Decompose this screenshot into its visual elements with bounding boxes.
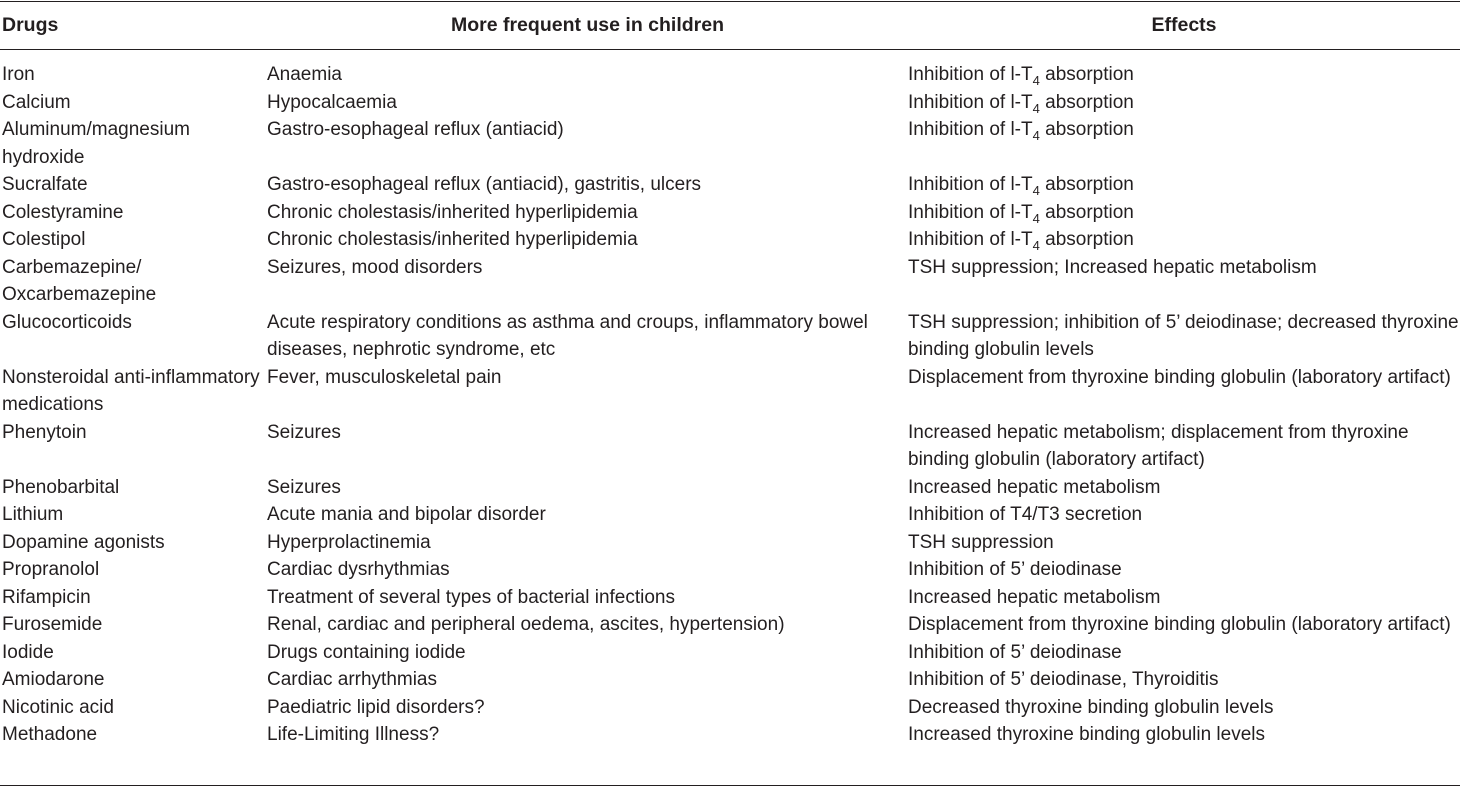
cell-drug: Amiodarone bbox=[2, 669, 105, 690]
table-row bbox=[0, 501, 1460, 529]
cell-effect: Increased hepatic metabolism bbox=[908, 586, 1161, 608]
cell-use: Life-Limiting Illness? bbox=[267, 724, 440, 745]
cell-drug: Carbemazepine/ Oxcarbemazepine bbox=[2, 256, 157, 305]
cell-effect: Inhibition of $l-T_4$ absorption bbox=[908, 119, 1134, 143]
table-bottom-rule bbox=[0, 785, 1460, 786]
table-row bbox=[0, 48, 1460, 89]
cell-effect: Inhibition of $l-T_4$ absorption bbox=[908, 64, 1134, 88]
table-row bbox=[0, 419, 1460, 474]
cell-use: Seizures bbox=[267, 476, 341, 498]
table-row bbox=[0, 364, 1460, 419]
table-row bbox=[0, 309, 1460, 364]
cell-drug: Iron bbox=[2, 64, 35, 85]
cell-effect: Decreased thyroxine binding globulin levels bbox=[908, 696, 1274, 718]
table-body bbox=[0, 48, 1460, 749]
table-row bbox=[0, 694, 1460, 722]
table-row bbox=[0, 639, 1460, 667]
cell-use: Renal, cardiac and peripheral oedema, ascites, hypertension) bbox=[267, 614, 785, 635]
cell-use: Gastro-esophageal reflux (antiacid), gastritis, ulcers bbox=[267, 174, 702, 195]
cell-drug: Phenytoin bbox=[2, 421, 87, 443]
cell-effect: Inhibition of 5’ deiodinase bbox=[908, 641, 1122, 663]
cell-use: Seizures, mood disorders bbox=[267, 256, 483, 278]
cell-use: Fever, musculoskeletal pain bbox=[267, 366, 502, 388]
cell-drug: Iodide bbox=[2, 641, 54, 663]
cell-drug: Furosemide bbox=[2, 614, 103, 635]
cell-drug: Dopamine agonists bbox=[2, 531, 165, 553]
table bbox=[0, 2, 1460, 749]
table-row bbox=[0, 171, 1460, 199]
header-use: More frequent use in children bbox=[450, 14, 725, 36]
cell-effect: Inhibition of $l-T_4$ absorption bbox=[908, 91, 1134, 116]
cell-effect: Displacement from thyroxine binding globulin (laboratory artifact) bbox=[908, 614, 1451, 635]
cell-effect: Increased hepatic metabolism bbox=[908, 476, 1161, 498]
cell-drug: Aluminum/magnesium hydroxide bbox=[2, 119, 190, 168]
cell-drug: Propranolol bbox=[2, 559, 100, 580]
cell-use: Hyperprolactinemia bbox=[267, 531, 431, 553]
cell-drug: Nonsteroidal anti-inflammatory medications bbox=[2, 366, 260, 415]
cell-use: Chronic cholestasis/inherited hyperlipidemia bbox=[267, 229, 638, 250]
cell-use: Hypocalcaemia bbox=[267, 91, 397, 113]
table-row bbox=[0, 556, 1460, 584]
cell-effect: Increased thyroxine binding globulin levels bbox=[908, 724, 1266, 745]
table-row bbox=[0, 721, 1460, 749]
table-row bbox=[0, 199, 1460, 227]
header-effects: Effects bbox=[1151, 14, 1217, 36]
cell-effect: Inhibition of $l-T_4$ absorption bbox=[908, 229, 1134, 253]
cell-use: Gastro-esophageal reflux (antiacid) bbox=[267, 119, 564, 140]
table-row bbox=[0, 529, 1460, 557]
cell-effect: TSH suppression bbox=[908, 531, 1054, 553]
cell-drug: Calcium bbox=[2, 91, 71, 113]
cell-effect: Displacement from thyroxine binding globulin (laboratory artifact) bbox=[908, 366, 1451, 388]
header-row bbox=[0, 2, 1460, 48]
cell-effect: Increased hepatic metabolism; displacement from thyroxine binding globulin (laboratory artifact) bbox=[908, 421, 1409, 470]
cell-drug: Glucocorticoids bbox=[2, 311, 132, 333]
subscript-4: 4 bbox=[1032, 183, 1040, 198]
subscript-4: 4 bbox=[1032, 73, 1040, 88]
subscript-4: 4 bbox=[1032, 100, 1040, 116]
table-row bbox=[0, 226, 1460, 254]
table-row bbox=[0, 116, 1460, 171]
table-row bbox=[0, 584, 1460, 612]
cell-use: Acute mania and bipolar disorder bbox=[267, 504, 546, 525]
cell-drug: Rifampicin bbox=[2, 586, 91, 608]
cell-drug: Lithium bbox=[2, 504, 64, 525]
table-row bbox=[0, 254, 1460, 309]
header-drugs: Drugs bbox=[2, 14, 59, 36]
cell-use: Acute respiratory conditions as asthma and croups, inflammatory bowel diseases, nephrotic syndrome, etc bbox=[267, 311, 868, 360]
cell-drug: Colestipol bbox=[2, 229, 86, 250]
table-row bbox=[0, 666, 1460, 694]
cell-effect: Inhibition of $l-T_4$ absorption bbox=[908, 174, 1134, 198]
cell-drug: Sucralfate bbox=[2, 174, 88, 195]
subscript-4: 4 bbox=[1032, 128, 1040, 143]
cell-effect: Inhibition of 5’ deiodinase bbox=[908, 559, 1122, 580]
table-row bbox=[0, 474, 1460, 502]
cell-use: Cardiac dysrhythmias bbox=[267, 559, 450, 580]
subscript-4: 4 bbox=[1032, 238, 1040, 253]
cell-effect: TSH suppression; Increased hepatic metabolism bbox=[908, 256, 1317, 278]
cell-effect: TSH suppression; inhibition of 5’ deiodinase; decreased thyroxine binding globulin levels bbox=[908, 311, 1459, 360]
cell-use: Treatment of several types of bacterial infections bbox=[267, 586, 675, 608]
cell-use: Chronic cholestasis/inherited hyperlipidemia bbox=[267, 201, 638, 223]
subscript-4: 4 bbox=[1032, 210, 1040, 226]
cell-effect: Inhibition of $l-T_4$ absorption bbox=[908, 201, 1134, 226]
cell-use: Drugs containing iodide bbox=[267, 641, 466, 663]
cell-use: Paediatric lipid disorders? bbox=[267, 696, 485, 718]
cell-use: Seizures bbox=[267, 421, 341, 443]
table-row bbox=[0, 89, 1460, 117]
table-header bbox=[0, 2, 1460, 48]
cell-drug: Phenobarbital bbox=[2, 476, 120, 498]
cell-effect: Inhibition of 5’ deiodinase, Thyroiditis bbox=[908, 669, 1219, 690]
cell-drug: Nicotinic acid bbox=[2, 696, 114, 718]
cell-effect: Inhibition of T4/T3 secretion bbox=[908, 504, 1143, 525]
cell-drug: Colestyramine bbox=[2, 201, 124, 223]
cell-use: Cardiac arrhythmias bbox=[267, 669, 437, 690]
table-row bbox=[0, 611, 1460, 639]
cell-use: Anaemia bbox=[267, 64, 342, 85]
cell-drug: Methadone bbox=[2, 724, 98, 745]
